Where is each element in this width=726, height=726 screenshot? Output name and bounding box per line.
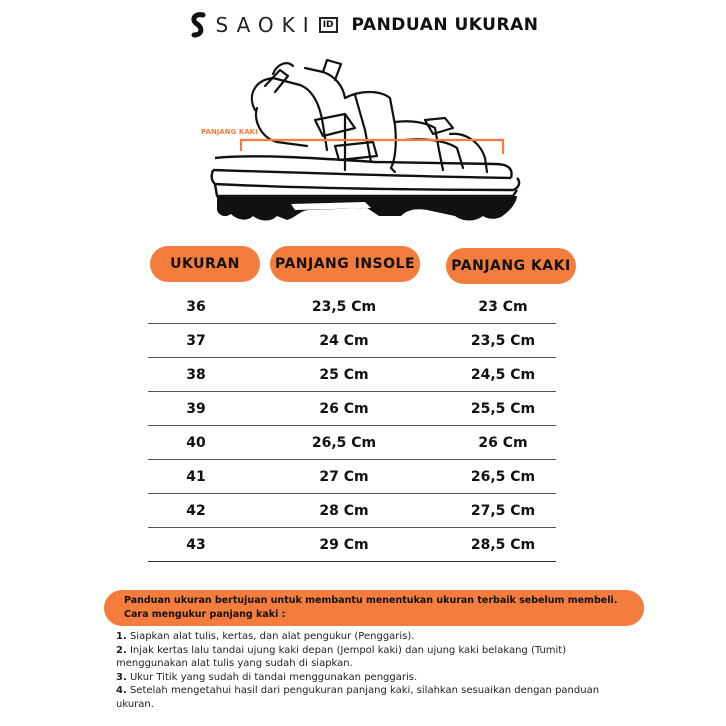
page-title: PANDUAN UKURAN xyxy=(351,15,539,35)
column-header-panjang-insole: PANJANG INSOLE xyxy=(270,246,420,282)
insole-cell: 23,5 Cm xyxy=(311,298,377,315)
note-line-intro: Panduan ukuran bertujuan untuk membantu menentukan ukuran terbaik sebelum membeli. xyxy=(124,595,618,606)
size-cell: 41 xyxy=(186,468,206,485)
insole-cell: 26,5 Cm xyxy=(311,434,377,451)
table-row xyxy=(148,324,556,358)
table-row xyxy=(148,460,556,494)
size-cell: 36 xyxy=(186,298,206,315)
table-row xyxy=(148,358,556,392)
step-number: 1. xyxy=(116,631,127,642)
sandal-illustration xyxy=(195,50,535,235)
step-text: Injak kertas lalu tandai ujung kaki depan (Jempol kaki) dan ujung kaki belakang (Tumit) menggunakan alat tulis yang sudah di siapkan. xyxy=(116,644,567,669)
insole-cell: 29 Cm xyxy=(319,536,369,553)
column-header-panjang-kaki: PANJANG KAKI xyxy=(446,248,576,284)
step-number: 3. xyxy=(116,671,127,683)
table-row xyxy=(148,528,556,562)
note-line-howto: Cara mengukur panjang kaki : xyxy=(124,609,286,620)
brand-name: SAOKI xyxy=(215,13,317,37)
size-cell: 40 xyxy=(186,434,206,451)
column-header-ukuran: UKURAN xyxy=(150,246,260,282)
foot-length-cell: 23,5 Cm xyxy=(470,332,536,349)
foot-length-cell: 24,5 Cm xyxy=(470,366,536,383)
foot-length-cell: 23 Cm xyxy=(478,298,528,315)
step-number: 2. xyxy=(116,644,127,656)
brand-s-icon xyxy=(188,12,210,38)
measure-label: PANJANG KAKI xyxy=(201,128,258,136)
table-row xyxy=(148,392,556,426)
list-item xyxy=(116,684,626,711)
size-cell: 42 xyxy=(186,502,206,519)
step-text: Siapkan alat tulis, kertas, dan alat pengukur (Penggaris). xyxy=(129,631,415,642)
foot-length-cell: 26 Cm xyxy=(478,434,528,451)
list-item xyxy=(116,630,626,644)
list-item xyxy=(116,644,626,671)
insole-cell: 24 Cm xyxy=(319,332,369,349)
measurement-steps xyxy=(116,630,626,711)
foot-length-cell: 25,5 Cm xyxy=(470,400,536,417)
insole-cell: 28 Cm xyxy=(319,502,369,519)
note-text xyxy=(124,594,644,622)
header xyxy=(0,10,726,40)
table-row xyxy=(148,290,556,324)
insole-cell: 27 Cm xyxy=(319,468,369,485)
size-cell: 37 xyxy=(186,332,206,349)
foot-length-cell: 28,5 Cm xyxy=(470,536,536,553)
size-cell: 39 xyxy=(186,400,206,417)
step-text: Ukur Titik yang sudah di tandai menggunakan penggaris. xyxy=(129,671,418,683)
size-cell: 38 xyxy=(186,366,206,383)
size-cell: 43 xyxy=(186,536,206,553)
insole-cell: 25 Cm xyxy=(319,366,369,383)
table-row xyxy=(148,426,556,460)
step-text: Setelah mengetahui hasil dari pengukuran panjang kaki, silahkan sesuaikan dengan panduan ukuran. xyxy=(116,685,600,710)
insole-cell: 26 Cm xyxy=(319,400,369,417)
step-number: 4. xyxy=(116,685,127,696)
foot-length-cell: 26,5 Cm xyxy=(470,468,536,485)
brand-logo xyxy=(188,12,338,38)
table-row xyxy=(148,494,556,528)
brand-badge: ID xyxy=(319,17,338,33)
list-item xyxy=(116,671,626,685)
size-table xyxy=(148,290,556,562)
foot-length-cell: 27,5 Cm xyxy=(470,502,536,519)
